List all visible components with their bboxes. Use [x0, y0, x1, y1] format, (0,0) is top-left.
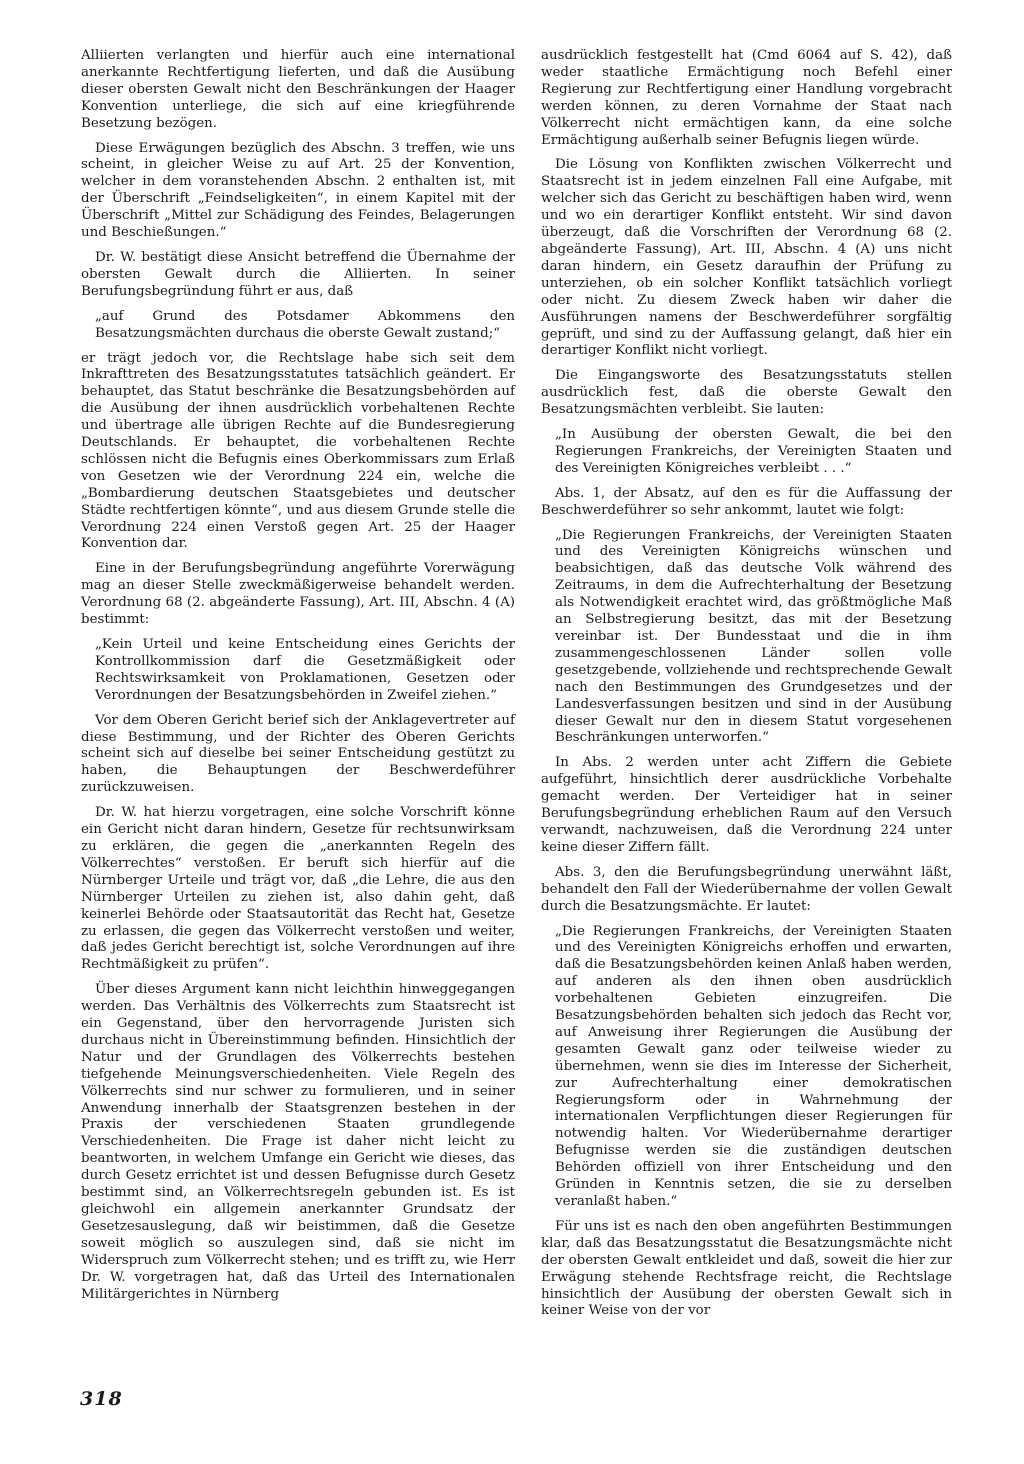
text-paragraph: ausdrücklich festgestellt hat (Cmd 6064 auf S. 42), daß weder staatliche Ermächtigung noch Befehl einer Regierung zur Rechtfertigung einer Handlung vorgebracht werden können, zu deren Vornahme der Staat nach Völkerrecht nicht ermächtigen kann, da eine solche Ermächtigung außerhalb seiner Befugnis liegen würde. [541, 48, 952, 148]
quotation-paragraph: „auf Grund des Potsdamer Abkommens den Besatzungsmächten durchaus die oberste Gewalt zustand;“ [95, 308, 515, 341]
quotation-paragraph: „Kein Urteil und keine Entscheidung eines Gerichts der Kontrollkommission darf die Gesetzmäßigkeit oder Rechtswirksamkeit von Proklamationen, Gesetzen oder Verordnungen der Besatzungsbehörden in Zweifel ziehen.“ [95, 637, 515, 703]
text-paragraph: Alliierten verlangten und hierfür auch eine international anerkannte Rechtfertigung lieferten, und daß die Ausübung dieser obersten Gewalt nicht den Beschränkungen der Haager Konvention unterliege, die sich auf eine kriegführende Besetzung bezögen. [81, 48, 515, 131]
text-paragraph: In Abs. 2 werden unter acht Ziffern die Gebiete aufgeführt, hinsichtlich derer ausdrückliche Vorbehalte gemacht werden. Der Verteidiger hat in seiner Berufungsbegründung erheblichen Raum auf den Versuch verwandt, nachzuweisen, daß die Verordnung 224 unter keine dieser Ziffern fällt. [541, 755, 952, 855]
text-paragraph: Über dieses Argument kann nicht leichthin hinweggegangen werden. Das Verhältnis des Völkerrechts zum Staatsrecht ist ein Gegenstand, über den hervorragende Juristen sich durchaus nicht in Übereinstimmung befinden. Hinsichtlich der Natur und der Grundlagen des Völkerrechts bestehen tiefgehende Meinungsverschiedenheiten. Viele Regeln des Völkerrechts sind nur schwer zu formulieren, und in seiner Anwendung innerhalb der Staatsgrenzen bestehen in der Praxis der verschiedenen Staaten grundlegende Verschiedenheiten. Die Frage ist daher nicht leicht zu beantworten, in welchem Umfange ein Gericht wie dieses, das durch Gesetz errichtet ist und dessen Befugnisse durch Gesetz bestimmt sind, an Völkerrechtsregeln gebunden ist. Es ist gleichwohl ein allgemein anerkannter Grundsatz der Gesetzesauslegung, daß wir beistimmen, daß die Gesetze soweit möglich so auszulegen sind, daß sie nicht im Widerspruch zum Völkerrecht stehen; und es trifft zu, wie Herr Dr. W. vorgetragen hat, daß das Urteil des Internationalen Militärgerichtes in Nürnberg [81, 982, 515, 1302]
text-paragraph: Eine in der Berufungsbegründung angeführte Vorerwägung mag an dieser Stelle zweckmäßigerweise behandelt werden. Verordnung 68 (2. abgeänderte Fassung), Art. III, Abschn. 4 (A) bestimmt: [81, 561, 515, 628]
right-column [541, 48, 952, 1328]
quotation-paragraph: „In Ausübung der obersten Gewalt, die bei den Regierungen Frankreichs, der Vereinigten Staaten und des Vereinigten Königreiches verbleibt . . .“ [555, 427, 952, 476]
text-paragraph: Abs. 1, der Absatz, auf den es für die Auffassung der Beschwerdeführer so sehr ankommt, lautet wie folgt: [541, 485, 952, 518]
text-paragraph: Die Eingangsworte des Besatzungsstatuts stellen ausdrücklich fest, daß die oberste Gewalt den Besatzungsmächten verbleibt. Sie lauten: [541, 368, 952, 418]
text-paragraph: Diese Erwägungen bezüglich des Abschn. 3 treffen, wie uns scheint, in gleicher Weise zu auf Art. 25 der Konvention, welcher in dem voranstehenden Abschn. 2 enthalten ist, mit der Überschrift „Feindseligkeiten“, in einem Kapitel mit der Überschrift „Mittel zur Schädigung des Feindes, Belagerungen und Beschießungen.“ [81, 140, 515, 241]
text-paragraph: er trägt jedoch vor, die Rechtslage habe sich seit dem Inkrafttreten des Besatzungsstatutes tatsächlich geändert. Er behauptet, das Statut beschränke die Besatzungsbehörden auf die Ausübung der ihnen ausdrücklich vorbehaltenen Rechte und übertrage alle übrigen Rechte auf die Bundesregierung Deutschlands. Er behauptet, die vorbehaltenen Rechte schlössen nicht die Befugnis eines Oberkommissars zum Erlaß von Gesetzen wie der Verordnung 224 ein, welche die „Bombardierung deutschen Staatsgebietes und deutscher Städte rechtfertigen könnte“, und aus diesem Grunde stelle die Verordnung 224 einen Verstoß gegen Art. 25 der Haager Konvention dar. [81, 350, 515, 552]
text-paragraph: Abs. 3, den die Berufungsbegründung unerwähnt läßt, behandelt den Fall der Wiederübernahme der vollen Gewalt durch die Besatzungsmächte. Er lautet: [541, 864, 952, 914]
text-paragraph: Für uns ist es nach den oben angeführten Bestimmungen klar, daß das Besatzungsstatut die Besatzungsmächte nicht der obersten Gewalt entkleidet und daß, soweit die hier zur Erwägung stehende Rechtsfrage reicht, die Rechtslage hinsichtlich der Ausübung der obersten Gewalt sich in keiner Weise von der vor [541, 1218, 952, 1319]
text-paragraph: Vor dem Oberen Gericht berief sich der Anklagevertreter auf diese Bestimmung, und der Richter des Oberen Gerichts scheint sich auf dieselbe bei seiner Entscheidung gestützt zu haben, die Behauptungen der Beschwerdeführer zurückzuweisen. [81, 712, 515, 796]
quotation-paragraph: „Die Regierungen Frankreichs, der Vereinigten Staaten und des Vereinigten Königreichs erhoffen und erwarten, daß die Besatzungsbehörden keinen Anlaß haben werden, auf anderen als den ihnen oben ausdrücklich vorbehaltenen Gebieten einzugreifen. Die Besatzungsbehörden behalten sich jedoch das Recht vor, auf Anweisung ihrer Regierungen die Ausübung der gesamten Gewalt ganz oder teilweise wieder zu übernehmen, wenn sie dies im Interesse der Sicherheit, zur Aufrechterhaltung einer demokratischen Regierungsform oder in Wahrnehmung der internationalen Verpflichtungen dieser Regierungen für notwendig halten. Vor Wiederübernahme derartiger Befugnisse werden sie die zuständigen deutschen Behörden offiziell von ihrer Entscheidung und den Gründen in Kenntnis setzen, die sie zu derselben veranlaßt haben.“ [555, 923, 952, 1209]
text-paragraph: Die Lösung von Konflikten zwischen Völkerrecht und Staatsrecht ist in jedem einzelnen Fall eine Aufgabe, mit welcher sich das Gericht zu beschäftigen haben wird, wenn und wo ein derartiger Konflikt entsteht. Wir sind davon überzeugt, daß die Vorschriften der Verordnung 68 (2. abgeänderte Fassung), Art. III, Abschn. 4 (A) uns nicht daran hindern, ein Gesetz daraufhin der Prüfung zu unterziehen, ob ein solcher Konflikt tatsächlich vorliegt oder nicht. Zu diesem Zweck haben wir daher die Ausführungen namens der Beschwerdeführer sorgfältig geprüft, und sind zu der Auffassung gelangt, daß hier ein derartiger Konflikt nicht vorliegt. [541, 157, 952, 359]
page-number: 318 [80, 1388, 123, 1410]
left-column [81, 48, 515, 1311]
quotation-paragraph: „Die Regierungen Frankreichs, der Vereinigten Staaten und des Vereinigten Königreichs wünschen und beabsichtigen, daß das deutsche Volk während des Zeitraums, in dem die Aufrechterhaltung der Besetzung als Notwendigkeit erachtet wird, das größtmögliche Maß an Selbstregierung besitzt, das mit der Besetzung vereinbar ist. Der Bundesstaat und die in ihm zusammengeschlossenen Länder sollen volle gesetzgebende, vollziehende und rechtsprechende Gewalt nach den Bestimmungen des Grundgesetzes und der Landesverfassungen besitzen und sind in der Ausübung dieser Gewalt nur den in diesem Statut vorgesehenen Beschränkungen unterworfen.“ [555, 527, 952, 746]
text-paragraph: Dr. W. hat hierzu vorgetragen, eine solche Vorschrift könne ein Gericht nicht daran hindern, Gesetze für rechtsunwirksam zu erklären, die gegen die „anerkannten Regeln des Völkerrechtes“ verstoßen. Er beruft sich hierfür auf die Nürnberger Urteile und trägt vor, daß „die Lehre, die aus den Nürnberger Urteilen zu ziehen ist, also dahin geht, daß keinerlei Behörde oder Staatsautorität das Recht hat, Gesetze zu erlassen, die gegen das Völkerrecht verstoßen und weiter, daß jedes Gericht berechtigt ist, solche Verordnungen auf ihre Rechtmäßigkeit zu prüfen“. [81, 805, 515, 973]
text-paragraph: Dr. W. bestätigt diese Ansicht betreffend die Übernahme der obersten Gewalt durch die Alliierten. In seiner Berufungsbegründung führt er aus, daß [81, 249, 515, 299]
